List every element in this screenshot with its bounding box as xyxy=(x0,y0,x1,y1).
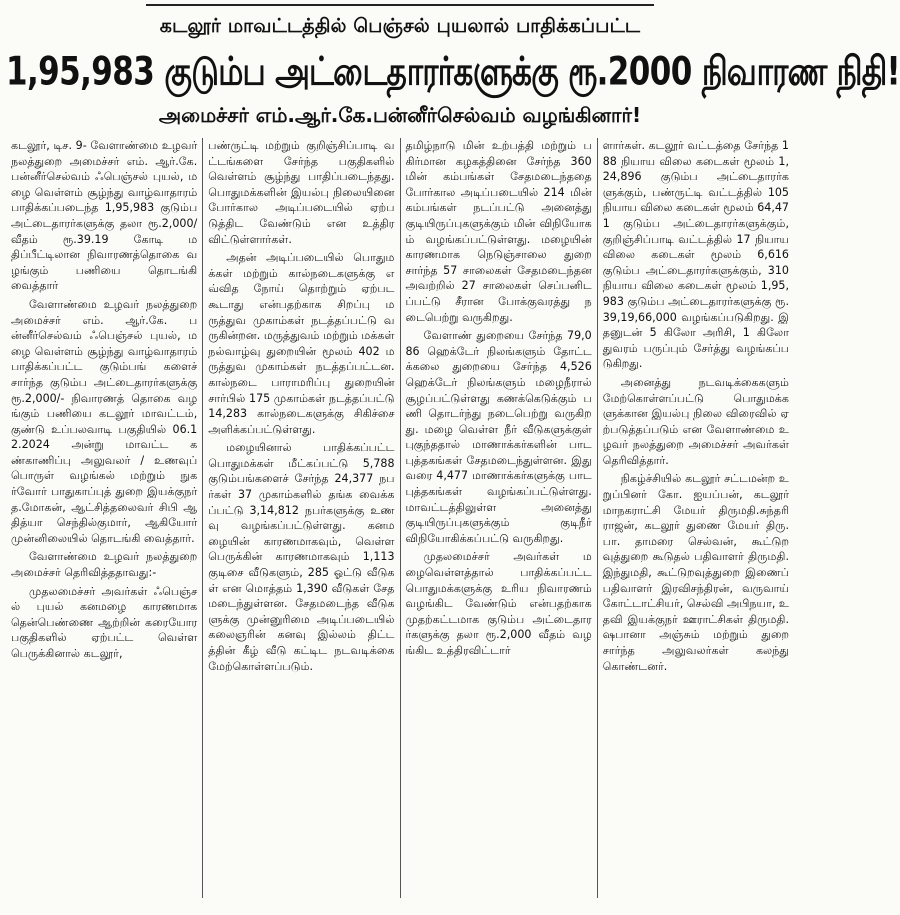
headline: 1,95,983 குடும்ப அட்டைதாரர்களுக்கு ரூ.2000 நிவாரண நிதி! xyxy=(6,49,900,95)
paragraph: அனைத்து நடவடிக்கைகளும் மேற்கொள்ளப்பட்டு பொதுமக்களுக்கான இயல்பு நிலை விரைவில் ஏற்படுத்தப்படும் என வேளாண்மை உழவர் நலத்துறை அமைச்சர் அவர்கள் தெரிவித்தார். xyxy=(602,375,789,467)
paragraph: பண்ருட்டி மற்றும் குறிஞ்சிப்பாடி வட்டங்களை சேர்ந்த பகுதிகளில் வெள்ளம் சூழ்ந்து பாதிப்படைந்தது. பொதுமக்களின் இயல்பு நிலையினை போர்கால அடிப்படையில் ஏற்படுத்திட வேண்டும் என உத்திரவிட்டுள்ளார்கள். xyxy=(208,139,395,246)
kicker: கடலூர் மாவட்டத்தில் பெஞ்சல் புயலால் பாதிக்கப்பட்ட xyxy=(159,15,641,37)
paragraph: முதலமைச்சர் அவர்கள் மழைவெள்ளத்தால் பாதிக்கப்பட்ட பொதுமக்களுக்கு உரிய நிவாரணம் வழங்கிட வேண்டும் என்பதற்காக முதற்கட்டமாக குடும்ப அட்டைதாரர்களுக்கு தலா ரூ.2,000 வீதம் வழங்கிட உத்திரவிட்டார் xyxy=(405,550,592,657)
paragraph: வேளாண்மை உழவர் நலத்துறை அமைச்சர் தெரிவித்ததாவது:- xyxy=(11,550,198,580)
paragraph: வேளாண் துறையை சேர்ந்த 79,086 ஹெக்டேர் நிலங்களும் தோட்டக்கலை துறையை சேர்ந்த 4,526 ஹெக்டேர் நிலங்களும் மழைநீரால் சூழப்பட்டுள்ளது கணக்கெடுக்கும் பணி தொடர்ந்து நடைபெற்று வருகிறது. மழை வெள்ள நீர் வீடுகளுக்குள் புகுந்ததால் மாணாக்கர்களின் பாட புத்தகங்கள் சேதமடைந்துள்ளன. இது வரை 4,477 மாணாக்கர்களுக்கு பாட புத்தகங்கள் வழங்கப்பட்டுள்ளது. மாவட்டத்திலுள்ள அனைத்து குடியிருப்புகளுக்கும் குடிநீர் விநியோகிக்கப்பட்டு வருகிறது. xyxy=(405,329,592,545)
column-3 xyxy=(401,138,598,898)
column-4 xyxy=(598,138,794,898)
subhead: அமைச்சர் எம்.ஆர்.கே.பன்னீர்செல்வம் வழங்கினார்! xyxy=(158,103,642,127)
paragraph: மழையினால் பாதிக்கப்பட்ட பொதுமக்கள் மீட்கப்பட்டு 5,788 குடும்பங்களைச் சேர்ந்த 24,377 நபர்கள் 37 முகாம்களில் தங்க வைக்கப்பட்டு 3,14,812 நபர்களுக்கு உணவு வழங்கப்பட்டுள்ளது. கனமழையின் காரணமாகவும், வெள்ள பெருக்கின் காரணமாகவும் 1,113 குடிசை வீடுகளும், 285 ஓட்டு வீடுகள் என மொத்தம் 1,390 வீடுகள் சேதமடைந்துள்ளன. சேதமடைந்த வீடுகளுக்கு முன்னுரிமை அடிப்படையில் கலைஞரின் கனவு இல்லம் திட்டத்தின் கீழ் வீடு கட்டிட நடவடிக்கை மேற்கொள்ளப்படும். xyxy=(208,441,395,673)
paragraph: முதலமைச்சர் அவர்கள் ஃபெஞ்சல் புயல் கனமழை காரணமாக தென்பெண்ணை ஆற்றின் கரையோர பகுதிகளில் ஏற்பட்ட வெள்ள பெருக்கினால் கடலூர், xyxy=(11,584,198,660)
paragraph: நிகழ்ச்சியில் கடலூர் சட்டமன்ற உறுப்பினர் கோ. ஐயப்பன், கடலூர் மாநகராட்சி மேயர் திருமதி.சுந்தரி ராஜன், கடலூர் துணை மேயர் திரு.பா. தாமரை செல்வன், கூட்டுறவுத்துறை கூடுதல் பதிவாளர் திருமதி.இந்துமதி, கூட்டுறவுத்துறை இணைப் பதிவாளர் இரவிசந்திரன், வருவாய் கோட்டாட்சியர், செல்வி அபிநயா, உதவி இயக்குநர் ஊராட்சிகள் திருமதி.ஷபானா அஞ்சும் மற்றும் துறை சார்ந்த அலுவலர்கள் கலந்து கொண்டனர். xyxy=(602,472,789,673)
column-1 xyxy=(6,138,203,898)
paragraph: அதன் அடிப்படையில் பொதுமக்கள் மற்றும் கால்நடைகளுக்கு எவ்வித நோய் தொற்றும் ஏற்படகூடாது என்பதற்காக சிறப்பு மருத்துவ முகாம்கள் நடத்தப்பட்டு வருகின்றன. மருத்துவம் மற்றும் மக்கள் நல்வாழ்வு துறையின் மூலம் 402 மருத்துவ முகாம்கள் நடத்தப்பட்டன. கால்நடை பாராமரிப்பு துறையின் சார்பில் 175 முகாம்கள் நடத்தப்பட்டு 14,283 கால்நடைகளுக்கு சிகிச்சை அளிக்கப்பட்டுள்ளது. xyxy=(208,251,395,436)
paragraph: தமிழ்நாடு மின் உற்பத்தி மற்றும் பகிர்மான கழகத்தினை சேர்ந்த 360 மின் கம்பங்கள் சேதமடைந்ததை போர்கால அடிப்படையில் 214 மின் கம்பங்கள் நடப்பட்டு அனைத்து குடியிருப்புகளுக்கும் மின் விநியோகம் வழங்கப்பட்டுள்ளது. மழையின் காரணமாக நெடுஞ்சாலை துறை சார்ந்த 57 சாலைகள் சேதமடைந்தன அவற்றில் 27 சாலைகள் செப்பனிடப்பட்டு சீரான போக்குவரத்து நடைபெற்று வருகிறது. xyxy=(405,139,592,324)
paragraph: வேளாண்மை உழவர் நலத்துறை அமைச்சர் எம். ஆர்.கே. பன்னீர்செல்வம் ஃபெஞ்சல் புயல், மழை வெள்ளம் சூழ்ந்து வாழ்வாதாரம் பாதிக்கப்பட்ட குடும்பங் களைச் சார்ந்த குடும்ப அட்டைதாரர்களுக்கு ரூ.2,000/- நிவாரணத் தொகை வழங்கும் பணியை கடலூர் மாவட்டம், குண்டு உப்பலவாடி பகுதியில் 06.12.2024 அன்று மாவட்ட கண்காணிப்பு அலுவலர் / உணவுப் பொருள் வழங்கல் மற்றும் நுகர்வோர் பாதுகாப்புத் துறை இயக்குநர் த.மோகன், ஆட்சித்தலைவர் சிபி ஆதித்யா செந்தில்குமார், ஆகியோர் முன்னிலையில் தொடங்கி வைத்தார். xyxy=(11,297,198,545)
paragraph: ளார்கள். கடலூர் வட்டத்தை சேர்ந்த 188 நியாய விலை கடைகள் மூலம் 1,24,896 குடும்ப அட்டைதாரர்களுக்கும், பண்ருட்டி வட்டத்தில் 105 நியாய விலை கடைகள் மூலம் 64,471 குடும்ப அட்டைதாரர்களுக்கும், குறிஞ்சிப்பாடி வட்டத்தில் 17 நியாய விலை கடைகள் மூலம் 6,616 குடும்ப அட்டைதாரர்களுக்கும், 310 நியாய விலை கடைகள் மூலம் 1,95,983 குடும்ப அட்டைதாரர்களுக்கு ரூ.39,19,66,000 வழங்கப்படுகிறது. இதனுடன் 5 கிலோ அரிசி, 1 கிலோ துவரம் பருப்பும் சேர்த்து வழங்கப்படுகிறது. xyxy=(602,139,789,371)
top-rule xyxy=(146,4,654,12)
column-2 xyxy=(203,138,400,898)
paragraph: கடலூர், டிச. 9- வேளாண்மை உழவர் நலத்துறை அமைச்சர் எம். ஆர்.கே. பன்னீர்செல்வம் ஃபெஞ்சல் புயல், மழை வெள்ளம் சூழ்ந்து வாழ்வாதாரம் பாதிக்கப்படைந்த 1,95,983 குடும்ப அட்டைதாரர்களுக்கு தலா ரூ.2,000/ வீதம் ரூ.39.19 கோடி மதிப்பீட்டிலான நிவாரணத்தொகை வழங்கும் பணியை தொடங்கி வைத்தார் xyxy=(11,139,198,293)
article-body xyxy=(6,138,794,898)
